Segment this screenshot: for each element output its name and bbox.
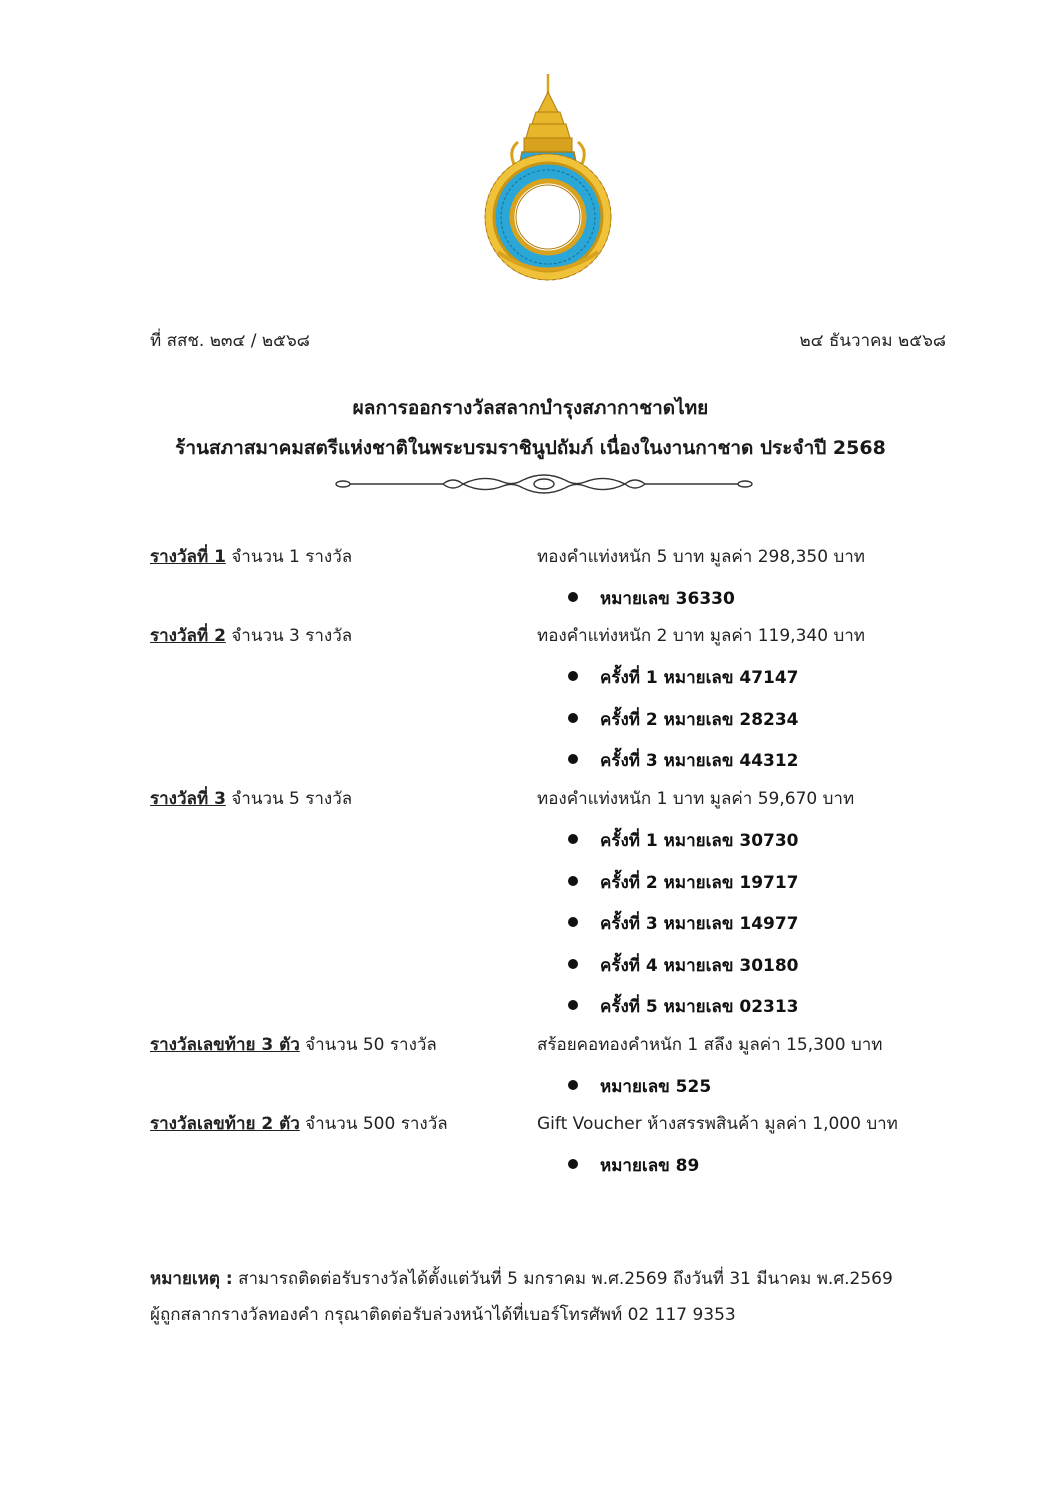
- reference-number: ที่ สสช. ๒๓๔ / ๒๕๖๘: [150, 331, 310, 351]
- note-label: หมายเหตุ :: [150, 1269, 233, 1289]
- prize-last3-number: หมายเลข 525: [568, 1073, 711, 1100]
- prize-last3-description: สร้อยคอทองคำหนัก 1 สลึง มูลค่า 15,300 บาท: [537, 1035, 883, 1055]
- prize-3-description: ทองคำแท่งหนัก 1 บาท มูลค่า 59,670 บาท: [537, 789, 855, 809]
- prize-count: จำนวน 5 รางวัล: [231, 789, 353, 809]
- prize-3-number-2: ครั้งที่ 2 หมายเลข 19717: [568, 869, 799, 896]
- prize-name: รางวัลเลขท้าย 3 ตัว: [150, 1035, 300, 1055]
- prize-name: รางวัลที่ 3: [150, 789, 226, 809]
- prize-1-label: [150, 543, 352, 570]
- bullet-icon: [568, 1080, 578, 1090]
- prize-name: รางวัลที่ 2: [150, 626, 226, 646]
- prize-last2-label: [150, 1110, 448, 1137]
- prize-3-number-3: ครั้งที่ 3 หมายเลข 14977: [568, 910, 799, 937]
- bullet-icon: [568, 754, 578, 764]
- prize-count: จำนวน 3 รางวัล: [231, 626, 353, 646]
- bullet-icon: [568, 959, 578, 969]
- bullet-icon: [568, 876, 578, 886]
- prize-2-description: ทองคำแท่งหนัก 2 บาท มูลค่า 119,340 บาท: [537, 626, 865, 646]
- association-emblem-icon: [478, 72, 618, 282]
- prize-2-label: [150, 622, 352, 649]
- prize-3-label: [150, 785, 352, 812]
- prize-2-number-3: ครั้งที่ 3 หมายเลข 44312: [568, 747, 799, 774]
- bullet-icon: [568, 1159, 578, 1169]
- prize-last2-description: Gift Voucher ห้างสรรพสินค้า มูลค่า 1,000 บาท: [537, 1114, 898, 1134]
- bullet-icon: [568, 592, 578, 602]
- prize-last3-label: [150, 1031, 437, 1058]
- prize-3-number-5: ครั้งที่ 5 หมายเลข 02313: [568, 993, 799, 1020]
- prize-last2-number: หมายเลข 89: [568, 1152, 699, 1179]
- prize-count: จำนวน 500 รางวัล: [305, 1114, 448, 1134]
- document-subtitle: ร้านสภาสมาคมสตรีแห่งชาติในพระบรมราชินูปถัมภ์ เนื่องในงานกาชาด ประจำปี 2568: [175, 437, 886, 459]
- prize-3-number-1: ครั้งที่ 1 หมายเลข 30730: [568, 827, 799, 854]
- prize-1-number-1: หมายเลข 36330: [568, 585, 735, 612]
- prize-count: จำนวน 1 รางวัล: [231, 547, 353, 567]
- bullet-icon: [568, 834, 578, 844]
- prize-name: รางวัลเลขท้าย 2 ตัว: [150, 1114, 300, 1134]
- document-date: ๒๔ ธันวาคม ๒๕๖๘: [799, 331, 946, 351]
- document-title: ผลการออกรางวัลสลากบำรุงสภากาชาดไทย: [352, 397, 709, 419]
- prize-count: จำนวน 50 รางวัล: [305, 1035, 437, 1055]
- prize-2-number-2: ครั้งที่ 2 หมายเลข 28234: [568, 706, 799, 733]
- prize-2-number-1: ครั้งที่ 1 หมายเลข 47147: [568, 664, 799, 691]
- note-line-2: ผู้ถูกสลากรางวัลทองคำ กรุณาติดต่อรับล่วงหน้าได้ที่เบอร์โทรศัพท์ 02 117 9353: [150, 1305, 736, 1325]
- note-line-1: [150, 1265, 893, 1292]
- prize-1-description: ทองคำแท่งหนัก 5 บาท มูลค่า 298,350 บาท: [537, 547, 865, 567]
- bullet-icon: [568, 1000, 578, 1010]
- note-text: สามารถติดต่อรับรางวัลได้ตั้งแต่วันที่ 5 มกราคม พ.ศ.2569 ถึงวันที่ 31 มีนาคม พ.ศ.2569: [238, 1269, 893, 1289]
- bullet-icon: [568, 671, 578, 681]
- ornamental-divider-icon: [333, 472, 755, 496]
- bullet-icon: [568, 713, 578, 723]
- prize-3-number-4: ครั้งที่ 4 หมายเลข 30180: [568, 952, 799, 979]
- bullet-icon: [568, 917, 578, 927]
- prize-name: รางวัลที่ 1: [150, 547, 226, 567]
